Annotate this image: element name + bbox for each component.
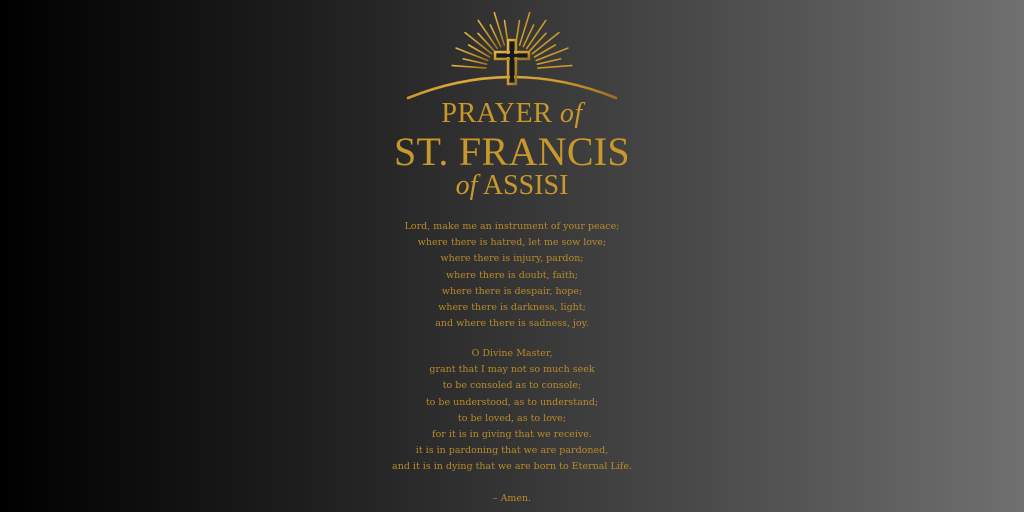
title-line-3 — [0, 172, 1024, 200]
title-prayer: PRAYER — [441, 98, 553, 129]
prayer-line: where there is injury, pardon; — [440, 253, 584, 265]
sunburst-ray — [535, 45, 556, 57]
title-assisi: ASSISI — [482, 170, 569, 201]
title-of-2: of — [455, 170, 478, 201]
title-of-1: of — [559, 98, 583, 129]
prayer-line: to be loved, as to love; — [457, 412, 567, 424]
sunburst-ray — [452, 66, 486, 69]
sunburst-ray — [520, 13, 530, 45]
prayer-line: grant that I may not so much seek — [429, 364, 595, 376]
title-line-2 — [0, 129, 1024, 174]
title-st-francis: ST. FRANCIS — [394, 129, 630, 174]
sunburst-ray — [494, 13, 504, 45]
title-line-1 — [0, 100, 1024, 128]
sunburst-ray — [463, 59, 486, 64]
prayer-line: and it is in dying that we are born to Eternal Life. — [392, 461, 632, 473]
sunburst-ray — [478, 33, 494, 51]
sunburst-ray — [456, 48, 488, 60]
prayer-line: where there is darkness, light; — [438, 302, 586, 314]
prayer-line: to be consoled as to console; — [442, 380, 582, 392]
prayer-stanza-2 — [0, 346, 1024, 476]
prayer-line: it is in pardoning that we are pardoned, — [415, 445, 609, 457]
prayer-line: O Divine Master, — [471, 348, 553, 359]
prayer-closing: – Amen. — [492, 493, 532, 504]
prayer-line: where there is doubt, faith; — [446, 269, 578, 281]
prayer-line: for it is in giving that we receive. — [432, 429, 592, 441]
sunburst-ray — [469, 45, 490, 57]
prayer-stanza-1 — [0, 219, 1024, 332]
prayer-line: where there is despair, hope; — [441, 285, 583, 297]
sunburst-ray — [536, 48, 568, 60]
cross-sunburst-icon — [400, 4, 624, 102]
prayer-line: where there is hatred, let me sow love; — [417, 237, 607, 249]
sunburst-ray — [537, 59, 560, 64]
prayer-line: to be understood, as to understand; — [425, 396, 599, 408]
sunburst-ray — [530, 33, 546, 51]
prayer-line: Lord, make me an instrument of your peace; — [404, 221, 620, 232]
sunburst-ray — [538, 66, 572, 69]
prayer-line: and where there is sadness, joy. — [435, 318, 589, 330]
